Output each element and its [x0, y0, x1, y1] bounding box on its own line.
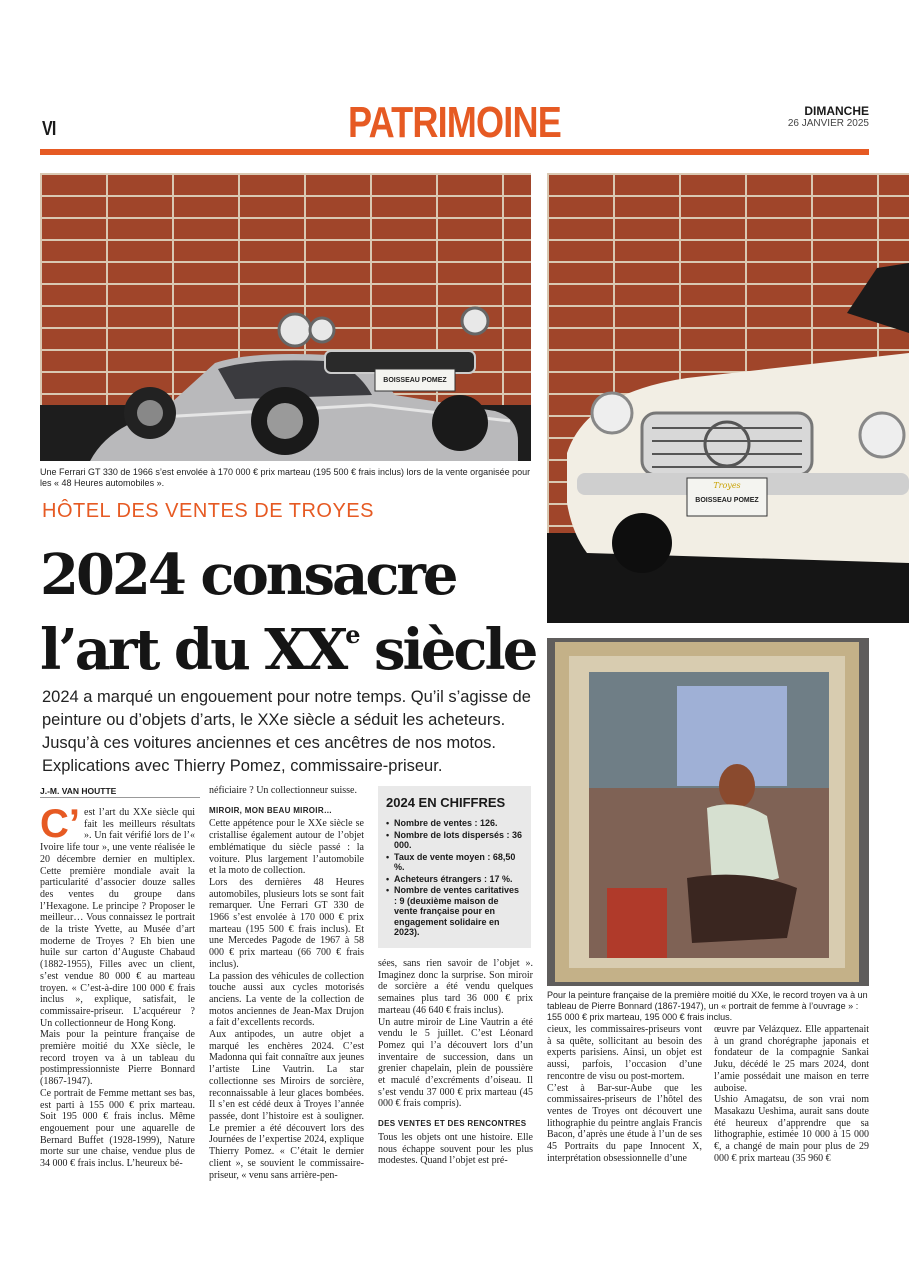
body-column-5: [714, 1024, 869, 1164]
mercedes-plate-top: Troyes: [713, 481, 741, 490]
mercedes-plate: BOISSEAU POMEZ: [695, 497, 759, 504]
page-folio: VI: [42, 118, 56, 140]
stats-box: [378, 786, 531, 948]
byline-rule: [40, 797, 200, 798]
mercedes-car-illustration: [547, 173, 909, 623]
paragraph: Un autre miroir de Line Vautrin a été vendu le 5 juillet. C’est Léonard Pomez qui l’a découvert lors d’un inventaire de succession, dans un grenier chapelain, plein de poussière et maculé d’excréments d’oiseau. Il s’est vendu 37 000 € prix marteau (45 000 € frais compris).: [378, 1016, 533, 1110]
section-rubric: PATRIMOINE: [348, 98, 561, 147]
stats-item: • Acheteurs étrangers : 17 %.: [386, 874, 523, 885]
article-kicker: HÔTEL DES VENTES DE TROYES: [42, 500, 374, 522]
ferrari-caption: Une Ferrari GT 330 de 1966 s’est envolée à 170 000 € prix marteau (195 500 € frais inclus) lors de la vente organisée pour les « 48 Heures automobiles ».: [40, 467, 531, 488]
ferrari-car-illustration: [40, 173, 531, 461]
bonnard-caption: Pour la peinture française de la première moitié du XXe, le record troyen va à un tableau de Pierre Bonnard (1867-1947), un « portrait de femme à l’ouvrage » : 155 000 € prix marteau, 195 000 € frais inclus.: [547, 990, 868, 1022]
ferrari-photo: [40, 173, 531, 461]
body-column-3: [378, 958, 533, 1167]
stats-list: [386, 818, 523, 938]
paragraph: Cette appétence pour le XXe siècle se cristallise également autour de l’objet emblématique du siècle passé : la voiture. Plus largement l’automobile et la moto de collection.: [209, 818, 364, 877]
stats-item: • Taux de vente moyen : 68,50 %.: [386, 852, 523, 873]
header-rule: [40, 149, 869, 155]
body-column-2: [209, 785, 364, 1181]
painting-illustration: [547, 638, 869, 986]
header-date: 26 JANVIER 2025: [787, 118, 869, 129]
paragraph: Lors des dernières 48 Heures automobiles, plusieurs lots se sont fait remarquer. Une Ferrari GT 330 de 1966 s’est envolée à 170 000 € prix marteau (195 500 € frais inclus). Et une Mercedes Pagode de 1967 à 58 000 € prix marteau (66 700 € frais inclus).: [209, 876, 364, 970]
subhead-miroir: MIROIR, MON BEAU MIROIR…: [209, 805, 333, 815]
paragraph: est l’art du XXe siècle qui fait les meilleurs résultats ». Un fait vérifié lors de l’« Ivoire life tour », une vente réalisée le 20 décembre dernier en multiplex. Cette première mondiale avait la particularité d’associer douze salles des ventes du groupe dans l’Hexagone. Le principe ? Proposer le meilleur… Vous connaissez le portrait de la triste Yvette, au Musée d’art moderne de Troyes ? Eh bien une huile sur carton d’Auguste Chabaud (1882-1955), Filles avec un client, s’est vendue 80 000 € au marteau troyen. « C’est-à-dire 100 000 € frais inclus », explique, satisfait, le commissaire-priseur. L’acquéreur ? Un collectionneur de Hong Kong.: [40, 807, 195, 1029]
article-byline: J.-M. VAN HOUTTE: [40, 786, 117, 796]
ferrari-plate: BOISSEAU POMEZ: [383, 377, 447, 384]
paragraph: Ce portrait de Femme mettant ses bas, est parti à 155 000 € prix marteau. Soit 195 000 € frais inclus. Même engouement pour une aquarelle de Bernard Buffet (1928-1999), Nature morte sur une chaise, vendue plus de 34 000 € frais inclus. L’heureux bé-: [40, 1087, 195, 1170]
paragraph: sées, sans rien savoir de l’objet ». Imaginez donc la surprise. Son miroir de sorcière a été vendu quelques semaines plus tard 36 000 € prix marteau (46 640 € frais inclus).: [378, 958, 533, 1016]
stats-item: • Nombre de lots dispersés : 36 000.: [386, 830, 523, 851]
subhead-ventes: DES VENTES ET DES RENCONTRES: [378, 1119, 527, 1129]
body-column-1: [40, 802, 195, 1170]
article-lead: 2024 a marqué un engouement pour notre temps. Qu’il s’agisse de peinture ou d’objets d’arts, le XXe siècle a séduit les acheteurs. Jusqu’à ces voitures anciennes et ces ancêtres de nos motos. Explications avec Thierry Pomez, commissaire-priseur.: [42, 688, 531, 775]
bonnard-painting-photo: [547, 638, 869, 986]
headline-line-2: l’art du XXe siècle: [40, 617, 536, 683]
paragraph: La passion des véhicules de collection touche aussi aux cycles motorisés anciens. La vente de la collection de motos anciennes de Jean-Max Drujon a fait d’excellents records.: [209, 970, 364, 1029]
paragraph: néficiaire ? Un collectionneur suisse.: [209, 785, 357, 796]
stats-box-title: 2024 EN CHIFFRES: [386, 795, 506, 810]
paragraph: Tous les objets ont une histoire. Elle nous échappe souvent pour les plus modestes. Quand l’objet est pré-: [378, 1131, 533, 1167]
article-headline: [40, 542, 540, 683]
drop-cap: C’: [40, 802, 80, 846]
stats-item: • Nombre de ventes caritatives : 9 (deuxième maison de vente française pour en engagement solidaire en 2023).: [386, 885, 523, 938]
stats-item: • Nombre de ventes : 126.: [386, 818, 523, 829]
paragraph: Aux antipodes, un autre objet a marqué les enchères 2024. C’est Madonna qui fait connaître aux jeunes l’artiste Line Vautrin. La star collectionne ses Miroirs de sorcière, reconnaissable à leur glaces bombées. Il s’en est cédé deux à Troyes l’année passée, dont l’histoire est à souligner. Le premier a été découvert lors des Journées de l’expertise 2024, explique Thierry Pomez. « C’était le dernier client », se souvient le commissaire-priseur, « venu sans arrière-pen-: [209, 1029, 364, 1181]
paragraph: Mais pour la peinture française de première moitié du XXe siècle, le record troyen va à un tableau du postimpressionniste Pierre Bonnard (1867-1947).: [40, 1029, 195, 1088]
header-day: DIMANCHE: [804, 104, 869, 118]
paragraph: C’est à Bar-sur-Aube que les commissaires-priseurs de l’hôtel des ventes de Troyes ont découvert une lithographie du peintre anglais Francis Bacon, d’après une étude à l’un de ses 45 Portraits du pape Innocent X, interprétation obsessionnelle d’une: [547, 1082, 702, 1164]
mercedes-photo: [547, 173, 909, 623]
headline-line-1: 2024 consacre: [40, 542, 456, 608]
paragraph: Ushio Amagatsu, de son vrai nom Masakazu Ueshima, aurait sans doute été heureux d’apprendre que sa lithographie, estimée 10 000 à 15 000 €, a changé de main pour plus de 29 000 € prix marteau (35 960 €: [714, 1094, 869, 1164]
body-column-4: [547, 1024, 702, 1164]
paragraph: cieux, les commissaires-priseurs vont à sa quête, sollicitant au besoin des experts parisiens. Ainsi, un objet est aussi, parfois, l’occasion d’une rencontre de visu ou post-mortem.: [547, 1024, 702, 1082]
paragraph: œuvre par Velázquez. Elle appartenait à un grand chorégraphe japonais et fondateur de la compagnie Sankai Juku, décédé le 25 mars 2024, dont l’amie possédait une maison en terre auboise.: [714, 1024, 869, 1094]
